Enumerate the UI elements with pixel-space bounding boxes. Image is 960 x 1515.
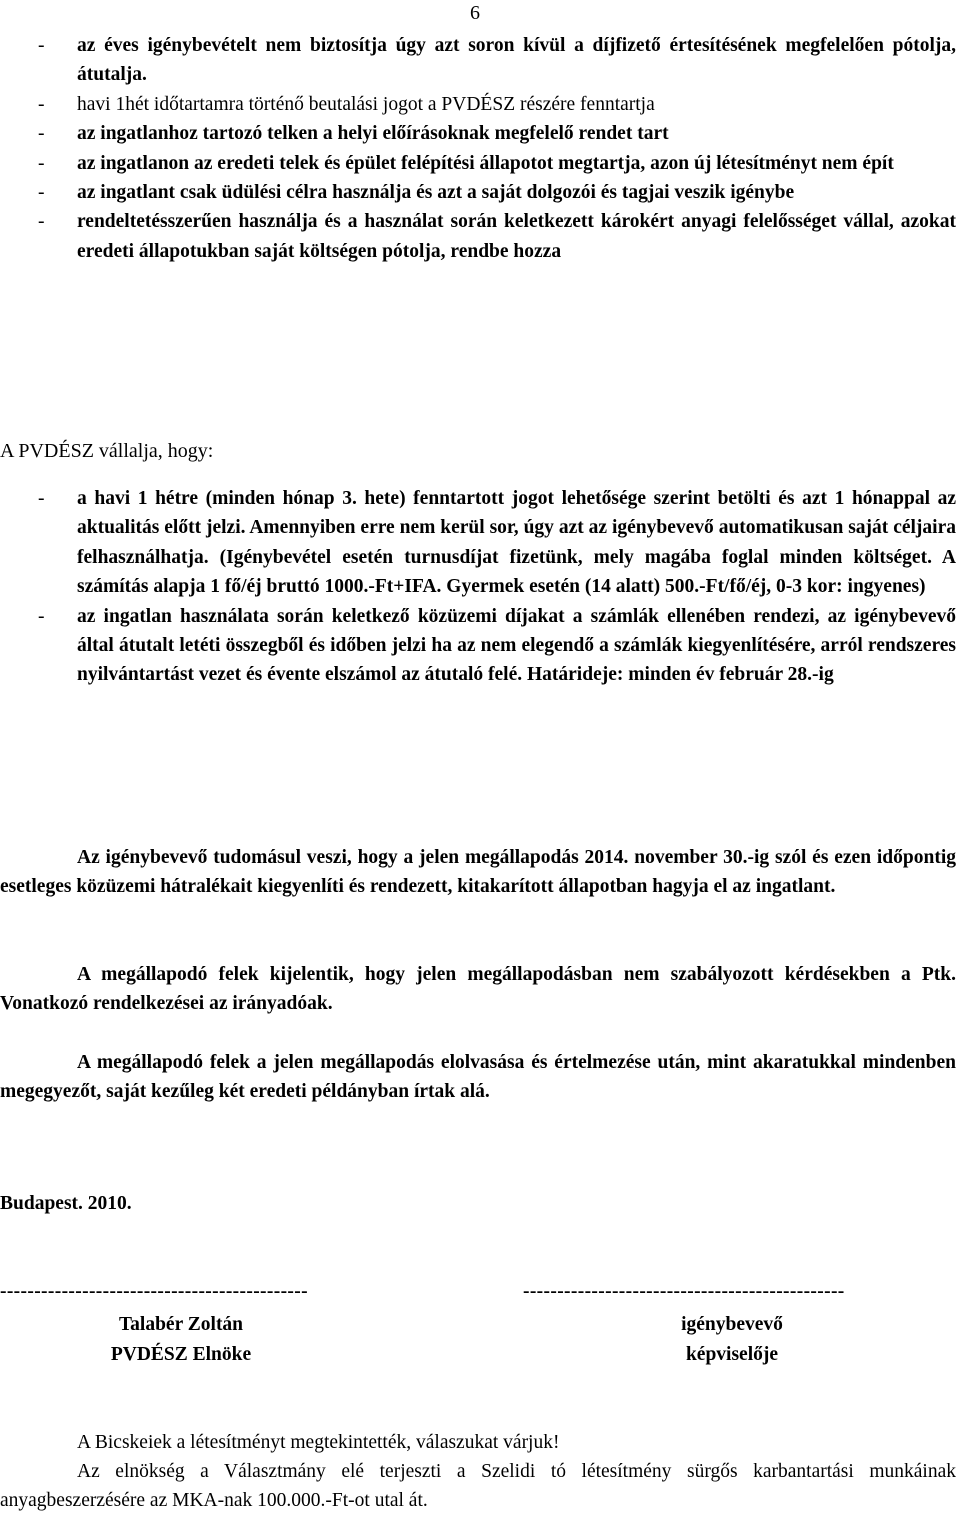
list-item: - az ingatlanon az eredeti telek és épület felépítési állapotot megtartja, azon új létesítményt nem épít <box>38 149 956 178</box>
signature-line-left: --------------------------------------------- <box>0 1281 308 1302</box>
page-number: 6 <box>470 2 480 24</box>
paragraph-ptk: A megállapodó felek kijelentik, hogy jelen megállapodásban nem szabályozott kérdésekben a Ptk. Vonatkozó rendelkezései az irányadóak. <box>0 964 956 1015</box>
signatory-role: PVDÉSZ Elnöke <box>110 1344 252 1365</box>
obligations-list-igenybevevo <box>38 31 956 266</box>
signatory-left <box>16 1310 346 1370</box>
list-item: - az ingatlan használata során keletkező közüzemi díjakat a számlák ellenében rendezi, az igénybevevő által átutalt letéti összegből és időben jelzi ha az nem elegendő a számlák kiegyenlítésére, arról rendszeres nyilvántartást vezet és évente elszámol az átutaló felé. Határideje: minden év február 28.-ig <box>38 602 956 690</box>
list-item: - a havi 1 hétre (minden hónap 3. hete) fenntartott jogot lehetősége szerint betölti és azt 1 hónappal az aktualitás előtt jelzi. Amennyiben erre nem kerül sor, úgy azt az igénybevevő automatikusan saját céljaira felhasználhatja. (Igénybevétel esetén turnusdíjat fizetünk, mely magába foglal minden költséget. A számítás alapja 1 fő/éj bruttó 1000.-Ft+IFA. Gyermek esetén (14 alatt) 500.-Ft/fő/éj, 0-3 kor: ingyenes) <box>38 484 956 602</box>
place-date: Budapest. 2010. <box>0 1193 132 1214</box>
signatory-right <box>567 1310 897 1370</box>
signatory-name: igénybevevő <box>681 1314 783 1335</box>
note-line: A Bicskeiek a létesítményt megtekintették, válaszukat várjuk! <box>77 1432 560 1453</box>
list-item: - az ingatlanhoz tartozó telken a helyi előírásoknak megfelelő rendet tart <box>38 119 956 148</box>
obligations-list-pvdesz <box>38 484 956 690</box>
paragraph-signature: A megállapodó felek a jelen megállapodás elolvasása és értelmezése után, mint akaratukkal mindenben megegyezőt, saját kezűleg két eredeti példányban írtak alá. <box>0 1052 956 1103</box>
list-item: - rendeltetésszerűen használja és a használat során keletkezett károkért anyagi felelősséget vállal, azokat eredeti állapotukban saját költségen pótolja, rendbe hozza <box>38 207 956 266</box>
section-heading: A PVDÉSZ vállalja, hogy: <box>0 440 214 462</box>
notes <box>0 1428 956 1515</box>
list-item: - az éves igénybevételt nem biztosítja úgy azt soron kívül a díjfizető értesítésének megfelelően pótolja, átutalja. <box>38 31 956 90</box>
list-item: - havi 1hét időtartamra történő beutalási jogot a PVDÉSZ részére fenntartja <box>38 90 956 119</box>
signature-line-right: ----------------------------------------------- <box>523 1281 845 1302</box>
note-line: Az elnökség a Választmány elé terjeszti a Szelidi tó létesítmény sürgős karbantartási munkáinak anyagbeszerzésére az MKA-nak 100.000.-Ft-ot utal át. <box>0 1461 956 1511</box>
list-item: - az ingatlant csak üdülési célra használja és azt a saját dolgozói és tagjai veszik igénybe <box>38 178 956 207</box>
signatory-role: képviselője <box>685 1344 779 1365</box>
paragraph-term: Az igénybevevő tudomásul veszi, hogy a jelen megállapodás 2014. november 30.-ig szól és ezen időpontig esetleges közüzemi hátralékait kiegyenlíti és rendezett, kitakarított állapotban hagyja el az ingatlant. <box>0 847 956 898</box>
signatory-name: Talabér Zoltán <box>118 1314 244 1335</box>
